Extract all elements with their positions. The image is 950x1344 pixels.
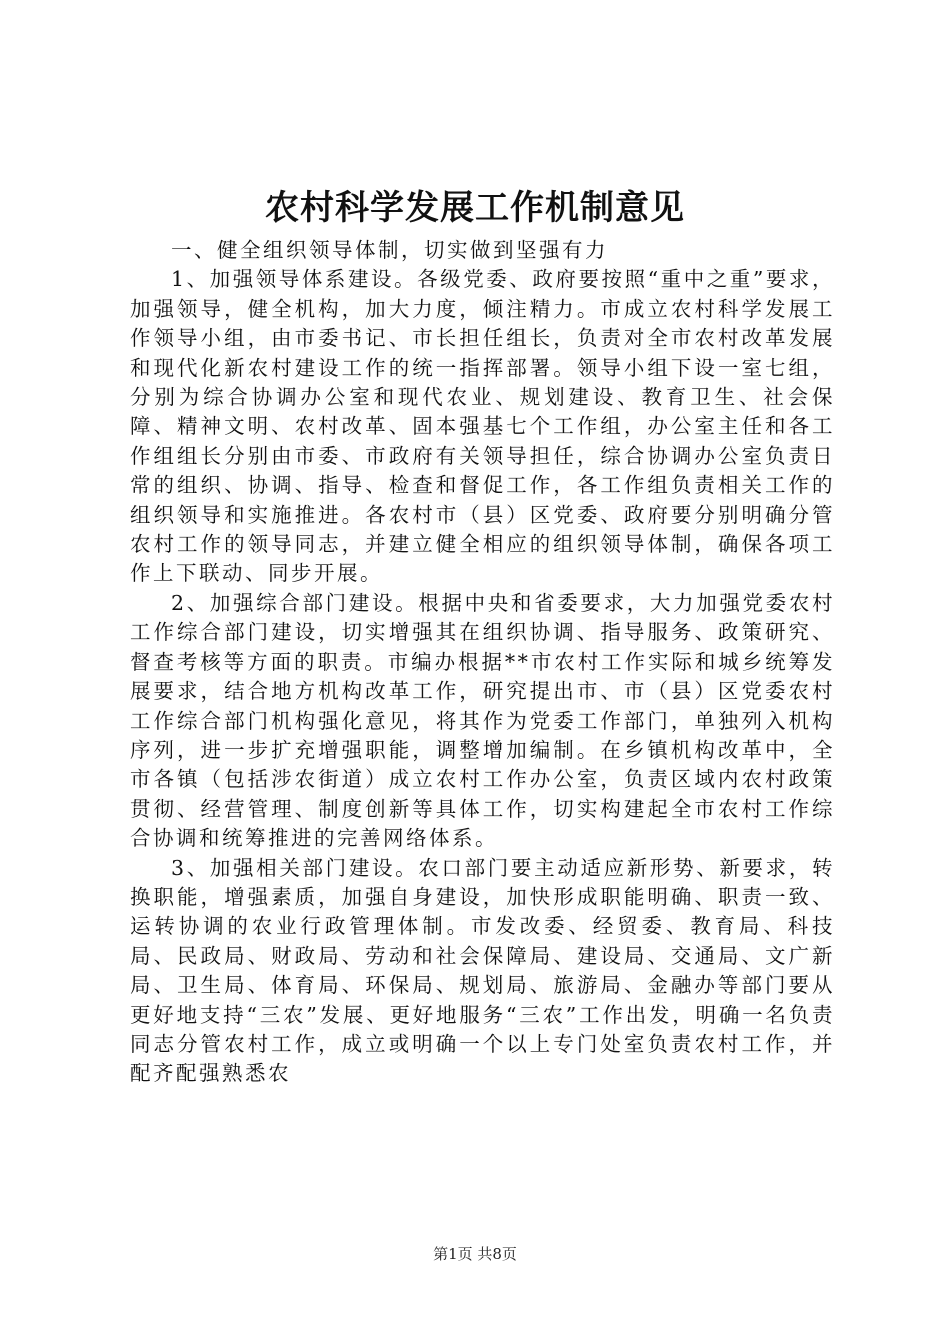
paragraph-3: 3、加强相关部门建设。农口部门要主动适应新形势、新要求，转换职能，增强素质，加强自身建设，加快形成职能明确、职责一致、运转协调的农业行政管理体制。市发改委、经贸委、教育局、科技局、民政局、财政局、劳动和社会保障局、建设局、交通局、文广新局、卫生局、体育局、环保局、规划局、旅游局、金融办等部门要从更好地支持“三农”发展、更好地服务“三农”工作出发，明确一名负责同志分管农村工作，成立或明确一个以上专门处室负责农村工作，并配齐配强熟悉农 bbox=[130, 855, 835, 1086]
paragraph-2: 2、加强综合部门建设。根据中央和省委要求，大力加强党委农村工作综合部门建设，切实增强其在组织协调、指导服务、政策研究、督查考核等方面的职责。市编办根据**市农村工作实际和城乡统筹发展要求，结合地方机构改革工作，研究提出市、市（县）区党委农村工作综合部门机构强化意见，将其作为党委工作部门，单独列入机构序列，进一步扩充增强职能，调整增加编制。在乡镇机构改革中，全市各镇（包括涉农街道）成立农村工作办公室，负责区域内农村政策贯彻、经营管理、制度创新等具体工作，切实构建起全市农村工作综合协调和统筹推进的完善网络体系。 bbox=[130, 590, 835, 851]
paragraph-1: 1、加强领导体系建设。各级党委、政府要按照“重中之重”要求，加强领导，健全机构，加大力度，倾注精力。市成立农村科学发展工作领导小组，由市委书记、市长担任组长，负责对全市农村改革发展和现代化新农村建设工作的统一指挥部署。领导小组下设一室七组，分别为综合协调办公室和现代农业、规划建设、教育卫生、社会保障、精神文明、农村改革、固本强基七个工作组，办公室主任和各工作组组长分别由市委、市政府有关领导担任，综合协调办公室负责日常的组织、协调、指导、检查和督促工作，各工作组负责相关工作的组织领导和实施推进。各农村市（县）区党委、政府要分别明确分管农村工作的领导同志，并建立健全相应的组织领导体制，确保各项工作上下联动、同步开展。 bbox=[130, 267, 835, 586]
document-title: 农村科学发展工作机制意见 bbox=[265, 188, 685, 228]
document-body bbox=[130, 236, 835, 1089]
section-heading: 一、健全组织领导体制，切实做到坚强有力 bbox=[171, 238, 608, 262]
page-footer: 第1页 共8页 bbox=[433, 1245, 517, 1263]
